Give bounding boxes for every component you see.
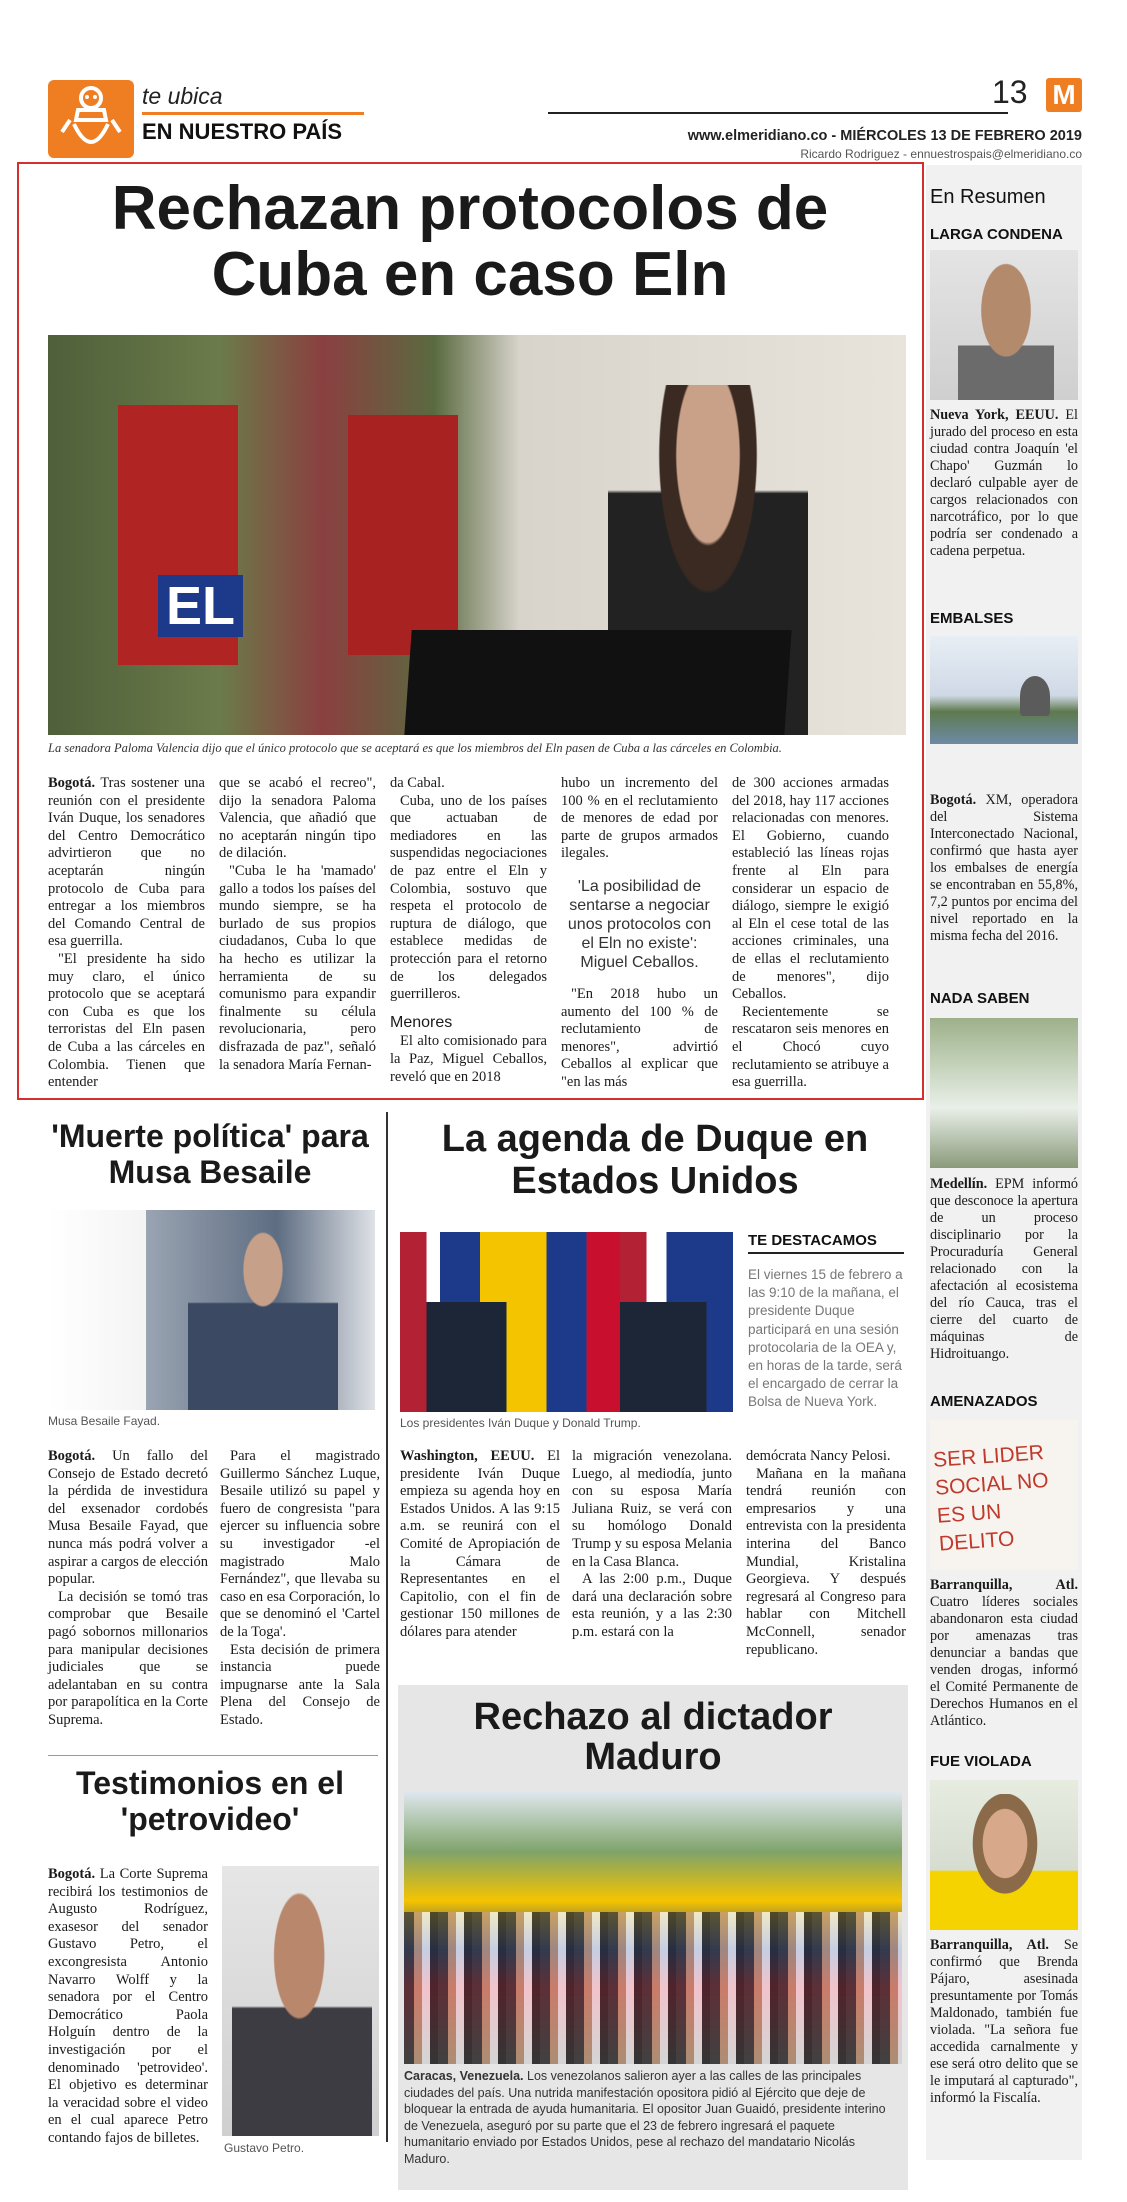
site-date: www.elmeridiano.co - MIÉRCOLES 13 DE FEBRERO 2019	[687, 128, 1082, 144]
paragraph: hubo un incremento del 100 % en el reclutamiento de menores de edad por parte de grupos armados ilegales.	[561, 775, 718, 862]
paragraph: A las 2:00 p.m., Duque dará una declaración sobre esta reunión, y a las 2:30 p.m. estará con la	[572, 1571, 732, 1640]
paragraph: Recientemente se rescataron seis menores en el Chocó cuyo reclutamiento se atribuye a esa guerrilla.	[732, 1003, 889, 1091]
sidebar-title: En Resumen	[930, 186, 1046, 208]
paragraph: Cuba, uno de los países que actuaban de mediadores en las suspendidas negociaciones de paz entre el Eln y Colombia, sostuvo que respeta el protocolo de ruptura de diálogo, que establece medidas de protección para el retorno de los delegados guerrilleros.	[390, 792, 547, 1003]
sidebar-item-text	[930, 407, 1078, 560]
header-rule	[548, 112, 1008, 114]
protest-sign-photo	[930, 1420, 1078, 1570]
victim-photo	[930, 1780, 1078, 1930]
sidebar-item-text	[930, 792, 1078, 945]
brief-text: Se confirmó que Brenda Pájaro, asesinada presuntamente por Tomás Maldonado, también fue violada. "La señora fue accedida carnalmente y ese será otro delito que se le imputará al capturado", informó la Fiscalía.	[930, 1937, 1078, 2106]
paragraph: que se acabó el recreo", dijo la senadora Paloma Valencia, que añadió que no aceptarán ningún tipo de dilación.	[219, 775, 376, 862]
musa-col-1	[48, 1448, 208, 1730]
brand-letter: M	[1052, 79, 1076, 110]
paragraph: demócrata Nancy Pelosi.	[746, 1448, 891, 1464]
duque-col-3	[746, 1448, 906, 1659]
mascot-icon	[48, 80, 134, 158]
paragraph: da Cabal.	[390, 775, 445, 791]
photo-el-label: EL	[158, 575, 243, 637]
main-col-1	[48, 775, 205, 1092]
dateline: Bogotá.	[930, 792, 977, 808]
paragraph: de 300 acciones armadas del 2018, hay 117 acciones relacionadas con menores. El Gobierno, cuando estableció las líneas rojas frente al Eln para considerar un espacio de diálogo, siempre le exigió al Eln el cese total de las acciones criminales, una de ellas el reclutamiento de menores", dijo Ceballos.	[732, 775, 889, 1003]
duque-col-1	[400, 1448, 560, 1642]
main-photo	[48, 335, 906, 735]
paragraph: Un fallo del Consejo de Estado decretó la pérdida de investidura del exsenador cordobés Musa Besaile Fayad, que nunca más podrá volver a aspirar a cargos de elección popular.	[48, 1448, 208, 1588]
box-title: TE DESTACAMOS	[748, 1232, 877, 1249]
dateline: Barranquilla, Atl.	[930, 1577, 1078, 1593]
musa-photo	[48, 1210, 375, 1410]
duque-col-2	[572, 1448, 732, 1642]
paragraph: La decisión se tomó tras comprobar que Besaile pagó sobornos millonarios para manipular decisiones judiciales que se adelantaban en su contra por parapolítica en la Corte Suprema.	[48, 1588, 208, 1728]
musa-figure	[188, 1230, 338, 1410]
dateline: Caracas, Venezuela.	[404, 2069, 524, 2083]
box-rule	[748, 1252, 904, 1254]
paragraph: "Cuba le ha 'mamado' gallo a todos los países del mundo siempre, se ha burlado de sus propios ciudadanos, Cuba lo que ha hecho es utilizar la herramienta de su comunismo para expandir finalmente su célula revolucionaria, pero disfrazada de paz", señaló la senadora María Fernan-	[219, 862, 376, 1073]
paragraph: Para el magistrado Guillermo Sánchez Luque, Besaile utilizó su papel y fuero de congresista "para ejercer su influencia sobre su investigador -el magistrado Malo Fernández", que llevaba su caso en esa Corporación, lo que se denominó el 'Cartel de la Toga'.	[220, 1448, 380, 1640]
paragraph: La Corte Suprema recibirá los testimonios de Augusto Rodríguez, exasesor del senador Gustavo Petro, el excongresista Antonio Navarro Wolff y la senadora por el Centro Democrático Paola Holguín dentro de la investigación por el denominado 'petrovideo'. El objetivo es determinar la veracidad sobre el video en el cual aparece Petro contando fajos de billetes.	[48, 1866, 208, 2146]
section-tag-top: te ubica	[142, 83, 223, 109]
duque-caption: Los presidentes Iván Duque y Donald Trump.	[400, 1416, 641, 1430]
dateline: Barranquilla, Atl.	[930, 1937, 1049, 1953]
dateline: Bogotá.	[48, 1866, 96, 1882]
sidebar-section-title: LARGA CONDENA	[930, 226, 1063, 243]
maduro-caption	[404, 2068, 902, 2167]
paragraph: Esta decisión de primera instancia puede impugnarse ante la Sala Plena del Consejo de Estado.	[220, 1641, 380, 1728]
maduro-photo	[404, 1792, 902, 2064]
sidebar-section-title: FUE VIOLADA	[930, 1753, 1032, 1770]
paragraph: la migración venezolana. Luego, al mediodía, junto con su esposa María Juliana Ruiz, se verá con su homólogo Donald Trump y su esposa Melania en la Casa Blanca.	[572, 1448, 732, 1570]
brief-text: XM, operadora del Sistema Interconectado Nacional, confirmó que hasta ayer los embalses de energía se encontraban en 55,8%, 7,2 puntos por encima del nivel reportado en la misma fecha del 2016.	[930, 792, 1078, 944]
column-divider	[386, 1112, 388, 2142]
paragraph: Tras sostener una reunión con el presidente Iván Duque, los senadores del Centro Democrático advirtieron que no aceptarán ningún protocolo de Cuba para entregar a los miembros del Comando Central de esa guerrilla.	[48, 775, 205, 950]
brief-text: EPM informó que desconoce la apertura de un proceso disciplinario por la Procuraduría General relacionado con la afectación al ecosistema del río Cauca, tras el cierre del cuarto de máquinas de Hidroituango.	[930, 1176, 1078, 1362]
petro-rule	[48, 1755, 378, 1756]
reservoir-photo	[930, 636, 1078, 744]
subheading: Menores	[390, 1013, 453, 1031]
maduro-headline: Rechazo al dictador Maduro	[473, 1696, 833, 1778]
sidebar-item-text	[930, 1176, 1078, 1363]
duque-headline: La agenda de Duque en Estados Unidos	[441, 1118, 869, 1202]
petro-caption: Gustavo Petro.	[224, 2141, 305, 2155]
petro-headline: Testimonios en el 'petrovideo'	[76, 1765, 344, 1837]
petro-photo	[222, 1866, 379, 2155]
sidebar-section-title: EMBALSES	[930, 610, 1014, 627]
paragraph: "En 2018 hubo un aumento del 100 % de reclutamiento de menores", advirtió Ceballos al explicar que "en las más	[561, 985, 718, 1090]
main-headline: Rechazan protocolos de Cuba en caso Eln	[111, 174, 829, 309]
paragraph: "El presidente ha sido muy claro, el único protocolo que se aceptará con Cuba es que los terroristas del Eln pasen de Cuba a las cárceles en Colombia. Tienen que entender	[48, 950, 205, 1091]
podium-monitor	[404, 630, 791, 735]
musa-headline: 'Muerte política' para Musa Besaile	[51, 1118, 369, 1190]
hidroituango-photo	[930, 1018, 1078, 1168]
protest-sign-text: SER LIDER SOCIAL NO ES UN DELITO	[932, 1441, 1050, 1556]
chapo-figure	[958, 262, 1054, 400]
paragraph: Mañana en la mañana tendrá reunión con empresarios y una entrevista con la presidenta interina del Banco Mundial, Kristalina Georgieva. Y después regresará al Congreso para hablar con Mitchell McConnell, senador republicano.	[746, 1465, 906, 1658]
dateline: Washington, EEUU.	[400, 1448, 535, 1464]
main-col-3	[390, 775, 547, 1086]
chapo-photo	[930, 250, 1078, 400]
rock-shape	[1020, 676, 1050, 716]
dateline: Bogotá.	[48, 1448, 96, 1464]
victim-figure	[966, 1794, 1044, 1904]
crowd	[404, 1912, 902, 2064]
brand-logo	[1046, 78, 1082, 112]
sidebar-section-title: AMENAZADOS	[930, 1393, 1038, 1410]
tag-divider	[142, 112, 364, 115]
author-email: Ricardo Rodriguez - ennuestrospais@elmeridiano.co	[800, 147, 1082, 161]
main-col-4	[561, 775, 718, 1092]
dateline: Bogotá.	[48, 775, 96, 791]
guerrilla-patch-2	[348, 415, 458, 655]
dateline: Medellín.	[930, 1176, 988, 1192]
sidebar-section-title: NADA SABEN	[930, 990, 1030, 1007]
main-col-5	[732, 775, 889, 1092]
paragraph: El presidente Iván Duque empieza su agenda hoy en Estados Unidos. A las 9:15 a.m. se reunirá con el Comité de Apropiación de la Cámara de Representantes en el Capitolio, con el fin de gestionar 150 millones de dólares para atender	[400, 1448, 560, 1640]
brief-text: Cuatro líderes sociales abandonaron esta ciudad por amenazas tras denunciar a bandas que venden drogas, informó el Comité Permanente de Derechos Humanos en el Atlántico.	[930, 1594, 1078, 1729]
petro-text	[48, 1866, 208, 2148]
main-caption: La senadora Paloma Valencia dijo que el único protocolo que se aceptará es que los miembros del Eln pasen de Cuba a las cárceles en Colombia.	[48, 741, 782, 755]
page-number: 13	[992, 74, 1028, 110]
box-text: El viernes 15 de febrero a las 9:10 de la mañana, el presidente Duque participará en una sesión protocolaria de la OEA y, en horas de la tarde, será el encargado de cerrar la Bolsa de Nueva York.	[748, 1267, 903, 1410]
section-tag-bottom: EN NUESTRO PAÍS	[142, 119, 343, 144]
petro-figure	[232, 1886, 372, 2136]
sidebar-item-text	[930, 1577, 1078, 1730]
pull-quote: 'La posibilidad de sentarse a negociar unos protocolos con el Eln no existe': Miguel Ceballos.	[567, 877, 712, 971]
duque-photo	[400, 1232, 733, 1412]
main-col-2	[219, 775, 376, 1074]
caption-text: Los venezolanos salieron ayer a las calles de las principales ciudades del país. Una nutrida manifestación opositora pidió al Ejército que deje de bloquear la entrada de ayuda humanitaria. El opositor Juan Guaidó, presidente interino de Venezuela, aseguró por su parte que el 23 de febrero ingresará el paquete humanitario enviado por Estados Unidos, pese al rechazo del mandatario Nicolás Maduro.	[404, 2069, 886, 2166]
dateline: Nueva York, EEUU.	[930, 407, 1059, 423]
paragraph: El alto comisionado para la Paz, Miguel Ceballos, reveló que en 2018	[390, 1033, 547, 1085]
section-logo	[48, 80, 134, 158]
musa-col-2	[220, 1448, 380, 1730]
sidebar-item-text	[930, 1937, 1078, 2107]
brief-text: El jurado del proceso en esta ciudad contra Joaquín 'el Chapo' Guzmán lo declaró culpable ayer de cargos relacionados con narcotráfico, por lo que podría ser condenado a cadena perpetua.	[930, 407, 1079, 559]
presidents-figures	[400, 1302, 733, 1412]
musa-caption: Musa Besaile Fayad.	[48, 1414, 161, 1428]
